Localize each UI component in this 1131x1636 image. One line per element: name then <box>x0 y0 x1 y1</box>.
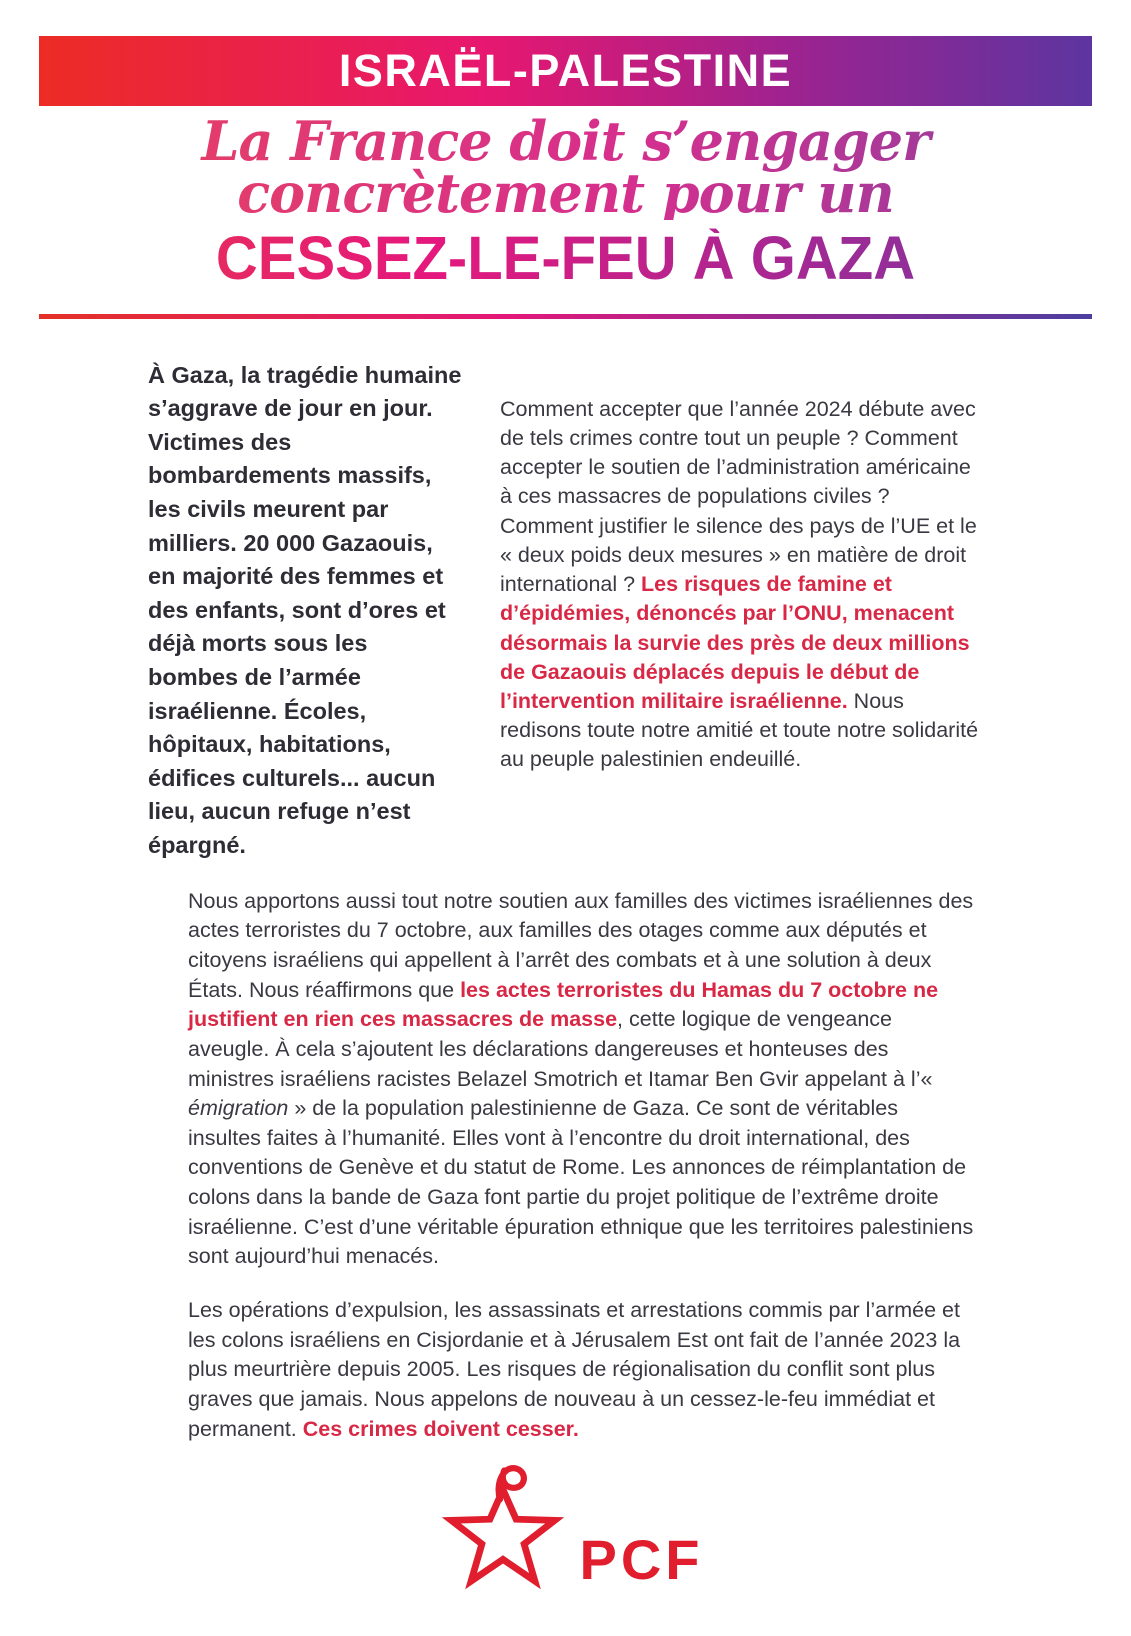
script-subtitle <box>0 109 1131 225</box>
pcf-logo-text: PCF <box>579 1528 704 1592</box>
intro-right-text-end: Nous redisons toute notre amitié et toute notre solidarité au peuple palestinien endeuillé. <box>500 689 979 772</box>
support-text-end: » de la population palestinienne de Gaza. Ce sont de véritables insultes faites à l’humanité. Elles vont à l’encontre du droit international, des conventions de Genève et du statut de Rome. Les annonces de réimplantation de colons dans la bande de Gaza font partie du projet politique de l’extrême droite israélienne. C’est d’une véritable épuration ethnique que les territoires palestiniens sont aujourd’hui menacés. <box>188 1096 974 1269</box>
westbank-text: Les opérations d’expulsion, les assassinats et arrestations commis par l’armée et les colons israéliens en Cisjordanie et à Jérusalem Est ont fait de l’année 2023 la plus meurtrière depuis 2005. Les risques de régionalisation du conflit sont plus graves que jamais. Nous appelons de nouveau à un cessez-le-feu immédiat et permanent. <box>188 1298 961 1441</box>
support-highlight: les actes terroristes du Hamas du 7 octobre ne justifient en rien ces massacres de masse <box>188 977 939 1032</box>
gradient-divider <box>39 314 1092 319</box>
pcf-star-icon <box>428 1460 578 1602</box>
category-banner <box>39 36 1092 106</box>
westbank-paragraph <box>188 1296 975 1444</box>
westbank-highlight: Ces crimes doivent cesser. <box>302 1416 579 1441</box>
intro-left-paragraph: À Gaza, la tragédie humaine s’aggrave de jour en jour. Victimes des bombardements massifs, les civils meurent par milliers. 20 000 Gazaouis, en majorité des femmes et des enfants, sont d’ores et déjà morts sous les bombes de l’armée israélienne. Écoles, hôpitaux, habitations, édifices culturels... aucun lieu, aucun refuge n’est épargné. <box>148 361 462 858</box>
support-paragraph <box>188 887 975 1273</box>
support-text: Nous apportons aussi tout notre soutien aux familles des victimes israéliennes des actes terroristes du 7 octobre, aux familles des otages comme aux députés et citoyens israéliens qui appellent à l’arrêt des combats et à une solution à deux États. Nous réaffirmons que <box>188 888 974 1002</box>
script-subtitle-line2: concrètement pour un <box>237 160 894 225</box>
intro-columns <box>148 359 980 863</box>
category-banner-label: ISRAËL-PALESTINE <box>338 45 793 96</box>
script-subtitle-line1: La France doit s’engager <box>201 109 930 173</box>
support-text-mid: , cette logique de vengeance aveugle. À cela s’ajoutent les déclarations dangereuses et honteuses des ministres israéliens racistes Belazel Smotrich et Itamar Ben Gvir appelant à l’« <box>188 1007 933 1091</box>
support-italic-word: émigration <box>188 1096 289 1121</box>
pcf-logo <box>0 1460 1131 1602</box>
intro-right-text: Comment accepter que l’année 2024 débute avec de tels crimes contre tout un peuple ? Comment accepter le soutien de l’administration américaine à ces massacres de populations civiles ? Comment justifier le silence des pays de l’UE et le « deux poids deux mesures » en matière de droit international ? <box>500 396 977 597</box>
main-title: CESSEZ-LE-FEU À GAZA <box>0 228 1131 289</box>
intro-right-paragraph <box>500 395 980 863</box>
intro-right-highlight: Les risques de famine et d’épidémies, dénoncés par l’ONU, menacent désormais la survie des près de deux millions de Gazaouis déplacés depuis le début de l’intervention militaire israélienne. <box>500 572 970 713</box>
